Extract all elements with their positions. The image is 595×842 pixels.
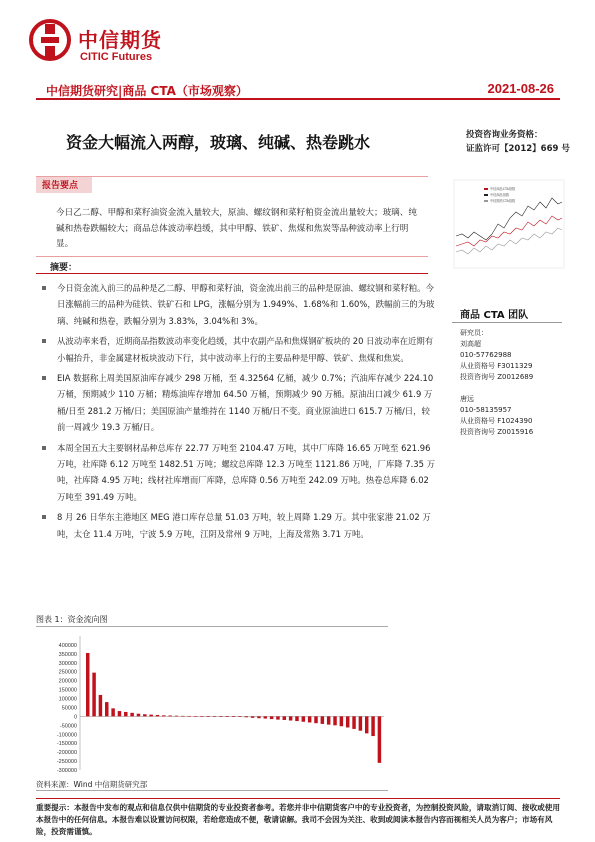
member-name: 唐远 xyxy=(460,395,474,403)
report-series: 中信期货研究|商品 CTA（市场观察） xyxy=(46,84,248,98)
flow-bar xyxy=(283,716,286,720)
team-role: 研究员： xyxy=(460,329,488,337)
bullet-icon xyxy=(42,376,46,380)
license-line1: 投资咨询业务资格： xyxy=(466,130,543,140)
abstract-header xyxy=(36,260,428,274)
cta-index-mini-chart xyxy=(446,176,568,276)
brand-cn: 中信期货 xyxy=(78,28,162,52)
abstract-bullets xyxy=(36,280,436,546)
flow-bar xyxy=(137,714,140,717)
flow-bar xyxy=(99,695,102,716)
summary-text: 今日乙二醇、甲醇和菜籽油资金流入量较大，原油、螺纹钢和菜籽粕资金流出量较大；玻璃、纯碱和热卷跌幅较大；商品总体波动率趋缓，其中甲醇、铁矿、焦煤和焦炭等品种波动率上行明显。 xyxy=(56,208,417,249)
member-cert: 投资咨询号 Z0015916 xyxy=(460,428,534,436)
flow-bar xyxy=(352,716,355,729)
y-tick-label: 300000 xyxy=(58,660,77,667)
list-item xyxy=(36,440,436,506)
legend-swatch-3 xyxy=(484,200,488,202)
list-item xyxy=(36,370,436,436)
legend-swatch-1 xyxy=(484,188,488,190)
flow-bar xyxy=(257,716,260,718)
legend-swatch-2 xyxy=(484,194,488,196)
flow-bar xyxy=(124,712,127,716)
flow-bar xyxy=(206,716,209,717)
member-phone: 010-58135957 xyxy=(460,406,512,414)
flow-bar xyxy=(251,716,254,717)
flow-bar xyxy=(340,716,343,726)
y-tick-label: -250000 xyxy=(56,759,77,766)
mini-line-red xyxy=(456,216,562,246)
flow-bar xyxy=(143,714,146,716)
y-tick-label: 100000 xyxy=(58,696,77,703)
flow-bar xyxy=(149,715,152,717)
member-name: 刘高超 xyxy=(460,340,481,348)
team-divider xyxy=(452,322,562,323)
flow-bar xyxy=(302,716,305,721)
bullet-icon xyxy=(42,286,46,290)
bullet-icon xyxy=(42,515,46,519)
flow-bar xyxy=(378,716,381,762)
member-cert: 从业资格号 F3011329 xyxy=(460,362,533,370)
flow-bar xyxy=(327,716,330,724)
legend-label-2: 中信商品指数 xyxy=(490,193,510,197)
mini-line-gray xyxy=(456,228,562,254)
brand-en: CITIC Futures xyxy=(80,51,153,63)
flow-bar xyxy=(225,716,228,717)
y-tick-label: 150000 xyxy=(58,687,77,694)
flow-bar xyxy=(359,716,362,730)
flow-bar xyxy=(213,716,216,717)
page-title: 资金大幅流入两醇，玻璃、纯碱、热卷跳水 xyxy=(66,133,371,152)
flow-bar xyxy=(346,716,349,727)
bullet-text: EIA 数据称上周美国原油库存减少 298 万桶，至 4.32564 亿桶，减少 0.7%；汽油库存减少 224.10 万桶，预期减少 110 万桶；精炼油库存增加 64.50 万桶，预期减少 90 万桶。原油出口减少 61.9 万桶/日至 281.2 万桶/日；美国原油产量维持在 1140 万桶/日不变。商业原油进口 615.7 万桶/日，较前一周减少 19.3 万桶/日。 xyxy=(57,373,434,433)
flow-bar xyxy=(270,716,273,719)
y-tick-label: -100000 xyxy=(56,732,77,739)
report-header-bar xyxy=(36,80,560,100)
flow-bar xyxy=(365,716,368,733)
flow-bar xyxy=(105,702,108,716)
figure-bottom-rule xyxy=(36,790,388,791)
y-tick-label: -200000 xyxy=(56,750,77,757)
member-cert: 投资咨询号 Z0012689 xyxy=(460,373,534,381)
report-date: 2021-08-26 xyxy=(487,81,554,96)
flow-bar xyxy=(194,716,197,717)
bullet-text: 从波动率来看，近期商品指数波动率变化趋缓，其中农副产品和焦煤钢矿板块的 20 日波动率在近期有小幅抬升，非金属建材板块波动下行，其中波动率上行的主要品种是甲醇、铁矿、焦煤和焦炭。 xyxy=(57,336,434,363)
flow-bar xyxy=(130,713,133,717)
flow-bar xyxy=(308,716,311,722)
y-tick-label: 250000 xyxy=(58,669,77,676)
license-line2: 证监许可【2012】669 号 xyxy=(466,144,570,154)
flow-bar xyxy=(371,716,374,736)
flow-bar xyxy=(86,653,89,716)
bullet-text: 8 月 26 日华东主港地区 MEG 港口库存总量 51.03 万吨，较上周降 1.29 万。其中张家港 21.02 万吨，太仓 11.4 万吨，宁波 5.9 万吨，江阴及常州 9 万吨，上海及常熟 3.71 万吨。 xyxy=(57,512,431,539)
y-tick-label: 200000 xyxy=(58,678,77,685)
flow-bar xyxy=(111,708,114,716)
brand-logo xyxy=(28,18,188,70)
y-tick-label: -50000 xyxy=(59,723,77,730)
license-info xyxy=(466,128,570,156)
flow-bar xyxy=(245,716,248,717)
flow-bar xyxy=(238,716,241,717)
disclaimer: 重要提示：本报告中发布的观点和信息仅供中信期货的专业投资者参考。若您并非中信期货客户中的专业投资者，为控制投资风险，请取消订阅、接收或使用本报告中的任何信息。本报告难以设置访问权限，若给您造成不便，敬请谅解。我司不会因为关注、收到或阅读本报告内容而视相关人员为客户；市场有风险，投资需谨慎。 xyxy=(36,798,560,838)
list-item xyxy=(36,333,436,366)
summary-box xyxy=(36,176,428,257)
abstract-label: 摘要： xyxy=(50,263,78,273)
team-title: 商品 CTA 团队 xyxy=(460,310,529,321)
figure-source: 资料来源：Wind 中信期货研究部 xyxy=(36,780,148,789)
flow-bar xyxy=(200,716,203,717)
flow-bar xyxy=(333,716,336,725)
flow-bar xyxy=(187,716,190,717)
flow-bar xyxy=(264,716,267,718)
summary-label: 报告要点 xyxy=(42,181,79,191)
flow-bar xyxy=(181,716,184,717)
flow-bar xyxy=(276,716,279,719)
list-item xyxy=(36,509,436,542)
y-tick-label: -300000 xyxy=(56,768,77,774)
flow-bar xyxy=(118,711,121,716)
fund-flow-chart xyxy=(36,630,388,778)
bullet-icon xyxy=(42,339,46,343)
y-tick-label: 350000 xyxy=(58,651,77,658)
flow-bar xyxy=(156,715,159,716)
legend-label-1: 中信商品CTA指数 xyxy=(490,187,516,191)
bullet-text: 本周全国五大主要钢材品种总库存 22.77 万吨至 2104.47 万吨，其中厂库降 16.65 万吨至 621.96 万吨，社库降 6.12 万吨至 1482.51 万吨；螺纹总库降 12.3 万吨至 1121.86 万吨，厂库降 7.35 万吨，社库降 4.95 万吨；线材社库增而厂库降，总库降 0.56 万吨至 242.09 万吨。热卷总库降 6.02 万吨至 391.49 万吨。 xyxy=(57,442,435,502)
flow-bar xyxy=(168,716,171,717)
flow-bar xyxy=(314,716,317,723)
flow-bar xyxy=(219,716,222,717)
bullet-text: 今日资金流入前三的品种是乙二醇、甲醇和菜籽油，资金流出前三的品种是原油、螺纹钢和菜籽粕。今日涨幅前三的品种为硅铁、铁矿石和 LPG，涨幅分别为 1.949%、1.68%和 1.60%，跌幅前三的为玻璃、纯碱和热卷，跌幅分别为 3.83%，3.04%和 3%。 xyxy=(57,283,435,326)
flow-bar xyxy=(295,716,298,721)
flow-bar xyxy=(162,715,165,716)
flow-bar xyxy=(289,716,292,720)
member-cert: 从业资格号 F1024390 xyxy=(460,417,533,425)
flow-bar xyxy=(321,716,324,724)
citic-logo-icon xyxy=(28,18,72,66)
figure-top-rule xyxy=(36,626,388,627)
member-phone: 010-57762988 xyxy=(460,351,512,359)
bullet-icon xyxy=(42,446,46,450)
figure-title: 图表 1：资金流向图 xyxy=(36,615,108,624)
flow-bar xyxy=(92,673,95,717)
flow-bar xyxy=(232,716,235,717)
y-tick-label: 400000 xyxy=(58,642,77,649)
legend-label-3: 中信期货CTA指数 xyxy=(490,199,516,203)
flow-bar xyxy=(175,716,178,717)
list-item xyxy=(36,280,436,329)
y-tick-label: 50000 xyxy=(61,705,77,712)
y-tick-label: 0 xyxy=(73,714,77,721)
y-tick-label: -150000 xyxy=(56,741,77,748)
